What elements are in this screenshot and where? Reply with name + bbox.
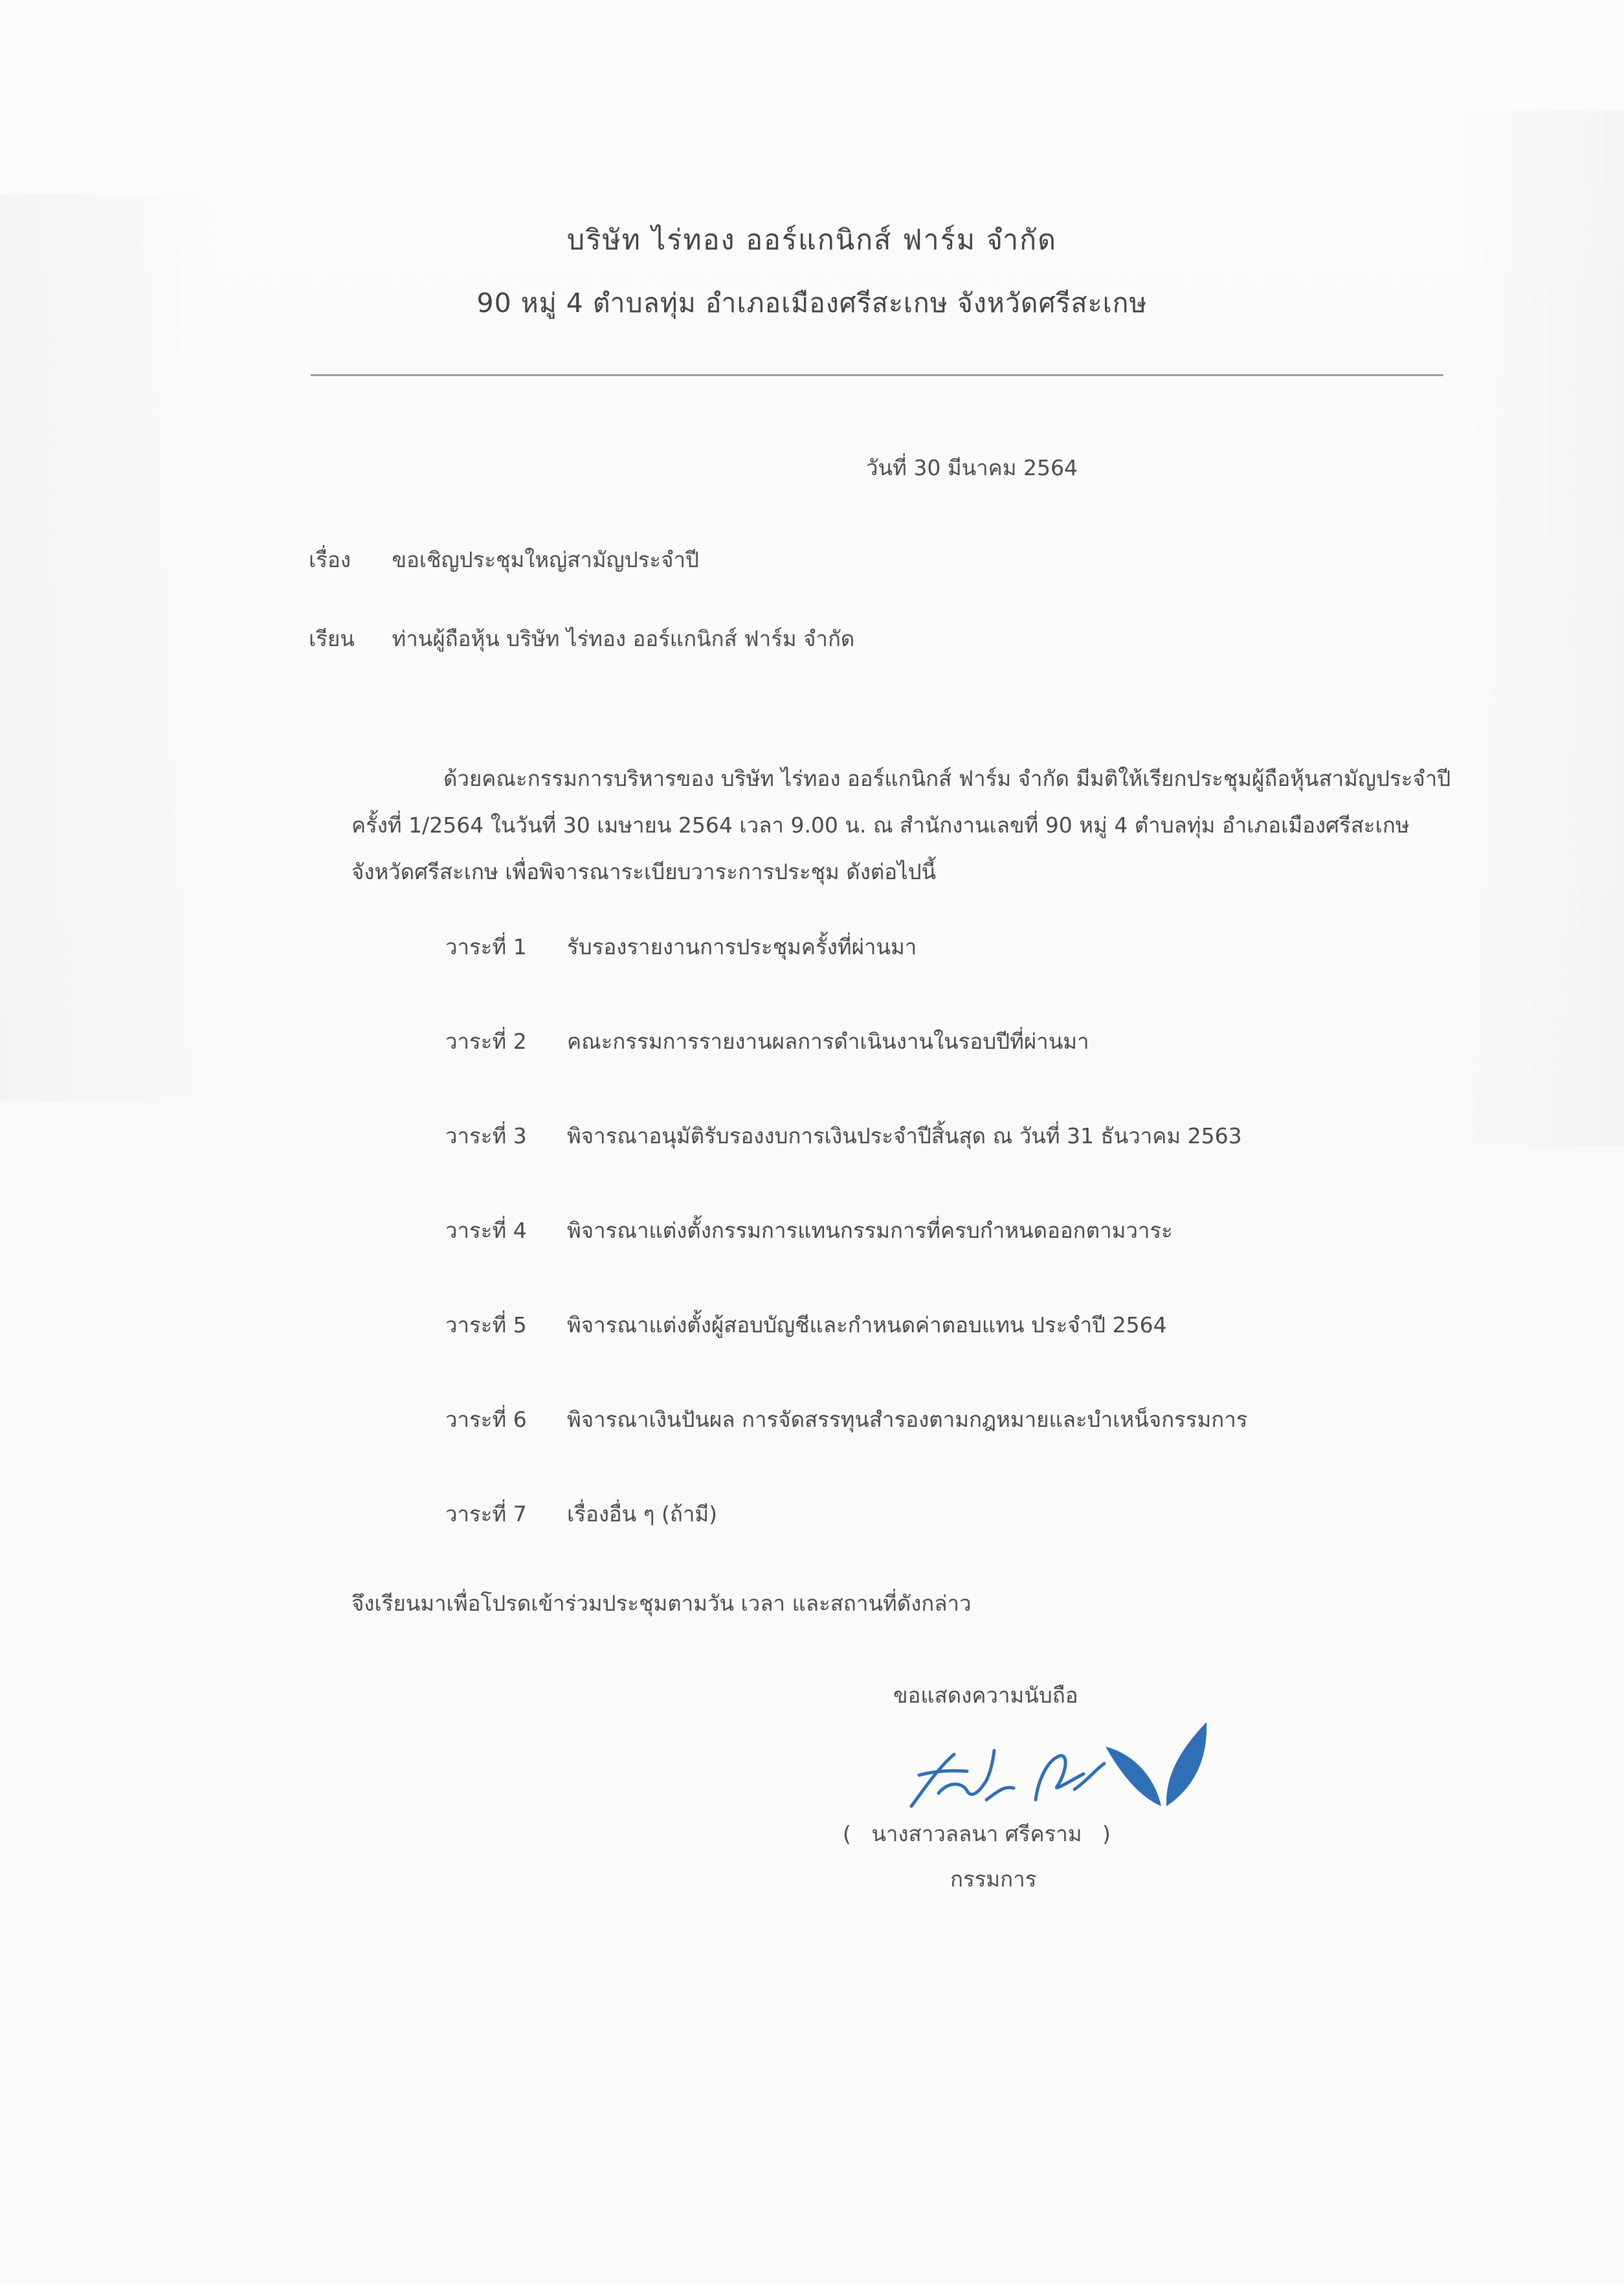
agenda-number: วาระที่ 5 xyxy=(445,1312,527,1338)
agenda-number: วาระที่ 6 xyxy=(445,1407,527,1432)
agenda-item-7 xyxy=(445,1498,1416,1593)
recipient-label: เรียน xyxy=(309,626,355,651)
agenda-item-5 xyxy=(445,1309,1416,1404)
body-paragraph: ด้วยคณะกรรมการบริหารของ บริษัท ไร่ทอง ออร์แกนิกส์ ฟาร์ม จำกัด มีมติให้เรียกประชุมผู้ถือหุ้นสามัญประจำปี ครั้งที่ 1/2564 ในวันที่ 30 เมษายน 2564 เวลา 9.00 น. ณ สำนักงานเลขที่ 90 หมู่ 4 ตำบลทุ่ม อำเภอเมืองศรีสะเกษ จังหวัดศรีสะเกษ เพื่อพิจารณาระเบียบวาระการประชุม ดังต่อไปนี้ xyxy=(351,766,1451,884)
scan-shade xyxy=(0,194,220,1101)
agenda-text: พิจารณาอนุมัติรับรองงบการเงินประจำปีสิ้นสุด ณ วันที่ 31 ธันวาคม 2563 xyxy=(567,1123,1242,1148)
regards: ขอแสดงความนับถือ xyxy=(893,1683,1078,1708)
agenda-text: พิจารณาเงินปันผล การจัดสรรทุนสำรองตามกฎหมายและบำเหน็จกรรมการ xyxy=(567,1407,1248,1432)
agenda-number: วาระที่ 7 xyxy=(445,1501,527,1527)
agenda-list xyxy=(445,931,1416,1593)
scan-shade xyxy=(1456,110,1624,1146)
agenda-item-2 xyxy=(445,1025,1416,1120)
agenda-text: คณะกรรมการรายงานผลการดำเนินงานในรอบปีที่ผ่านมา xyxy=(567,1029,1089,1054)
agenda-item-6 xyxy=(445,1404,1416,1498)
letter-date: วันที่ 30 มีนาคม 2564 xyxy=(866,455,1078,480)
agenda-item-3 xyxy=(445,1120,1416,1215)
company-address: 90 หมู่ 4 ตำบลทุ่ม อำเภอเมืองศรีสะเกษ จังหวัดศรีสะเกษ xyxy=(476,287,1148,319)
agenda-item-4 xyxy=(445,1215,1416,1309)
company-name: บริษัท ไร่ทอง ออร์แกนิกส์ ฟาร์ม จำกัด xyxy=(566,224,1058,256)
subject-label: เรื่อง xyxy=(309,547,351,572)
agenda-number: วาระที่ 1 xyxy=(445,934,527,959)
agenda-number: วาระที่ 4 xyxy=(445,1218,527,1243)
closing-line: จึงเรียนมาเพื่อโปรดเข้าร่วมประชุมตามวัน เวลา และสถานที่ดังกล่าว xyxy=(351,1591,972,1616)
agenda-number: วาระที่ 3 xyxy=(445,1123,527,1148)
header-divider xyxy=(311,374,1443,376)
subject-line xyxy=(309,543,699,577)
agenda-text: พิจารณาแต่งตั้งผู้สอบบัญชีและกำหนดค่าตอบแทน ประจำปี 2564 xyxy=(567,1312,1167,1338)
subject-text: ขอเชิญประชุมใหญ่สามัญประจำปี xyxy=(392,547,699,572)
leaf-logo xyxy=(1106,1722,1207,1806)
agenda-text: พิจารณาแต่งตั้งกรรมการแทนกรรมการที่ครบกำหนดออกตามวาระ xyxy=(567,1218,1173,1243)
agenda-number: วาระที่ 2 xyxy=(445,1029,527,1054)
agenda-text: รับรองรายงานการประชุมครั้งที่ผ่านมา xyxy=(567,934,917,959)
agenda-text: เรื่องอื่น ๆ (ถ้ามี) xyxy=(567,1501,718,1527)
signer-name: ( นางสาวลลนา ศรีคราม ) xyxy=(843,1821,1111,1846)
recipient-text: ท่านผู้ถือหุ้น บริษัท ไร่ทอง ออร์แกนิกส์ ฟาร์ม จำกัด xyxy=(392,626,855,651)
signer-title: กรรมการ xyxy=(950,1866,1037,1892)
recipient-line xyxy=(309,621,854,656)
agenda-item-1 xyxy=(445,931,1416,1025)
signature-image xyxy=(900,1709,1210,1826)
handwritten-signature xyxy=(911,1751,1104,1806)
